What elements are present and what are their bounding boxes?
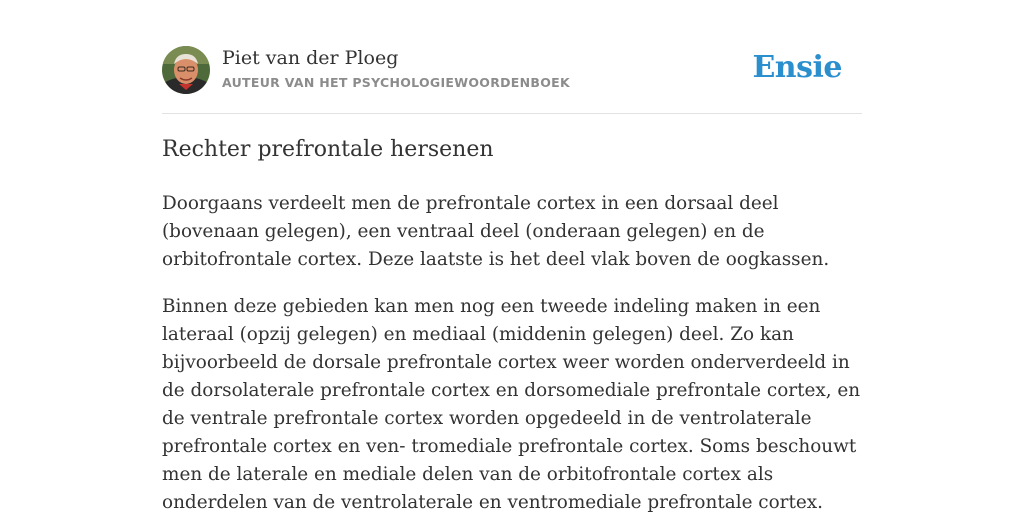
author-name[interactable]: Piet van der Ploeg [222,47,399,69]
header-divider [162,113,862,114]
article-body [162,190,864,512]
ensie-logo[interactable]: Ensie [752,50,842,85]
author-header [162,46,862,96]
author-avatar-image [162,46,210,94]
article-paragraph-2: Binnen deze gebieden kan men nog een tweede indeling maken in een lateraal (opzij gelegen) en mediaal (middenin gelegen) deel. Zo kan bijvoorbeeld de dorsale prefrontale cortex weer worden onderverdeeld in de dorsolaterale prefrontale cortex en dorsomediale prefrontale cortex, en de ventrale prefrontale cortex worden opgedeeld in de ventrolaterale prefrontale cortex en ven- tromediale prefrontale cortex. Soms beschouwt men de laterale en mediale delen van de orbitofrontale cortex als onderdelen van de ventrolaterale en ventromediale prefrontale cortex. [162,296,861,512]
article-title: Rechter prefrontale hersenen [162,137,494,162]
author-avatar[interactable] [162,46,210,94]
article-paragraph-1: Doorgaans verdeelt men de prefrontale cortex in een dorsaal deel (bovenaan gelegen), een ventraal deel (onderaan gelegen) en de orbitofrontale cortex. Deze laatste is het deel vlak boven de oogkassen. [162,193,830,270]
author-role: AUTEUR VAN HET PSYCHOLOGIEWOORDENBOEK [222,75,570,90]
